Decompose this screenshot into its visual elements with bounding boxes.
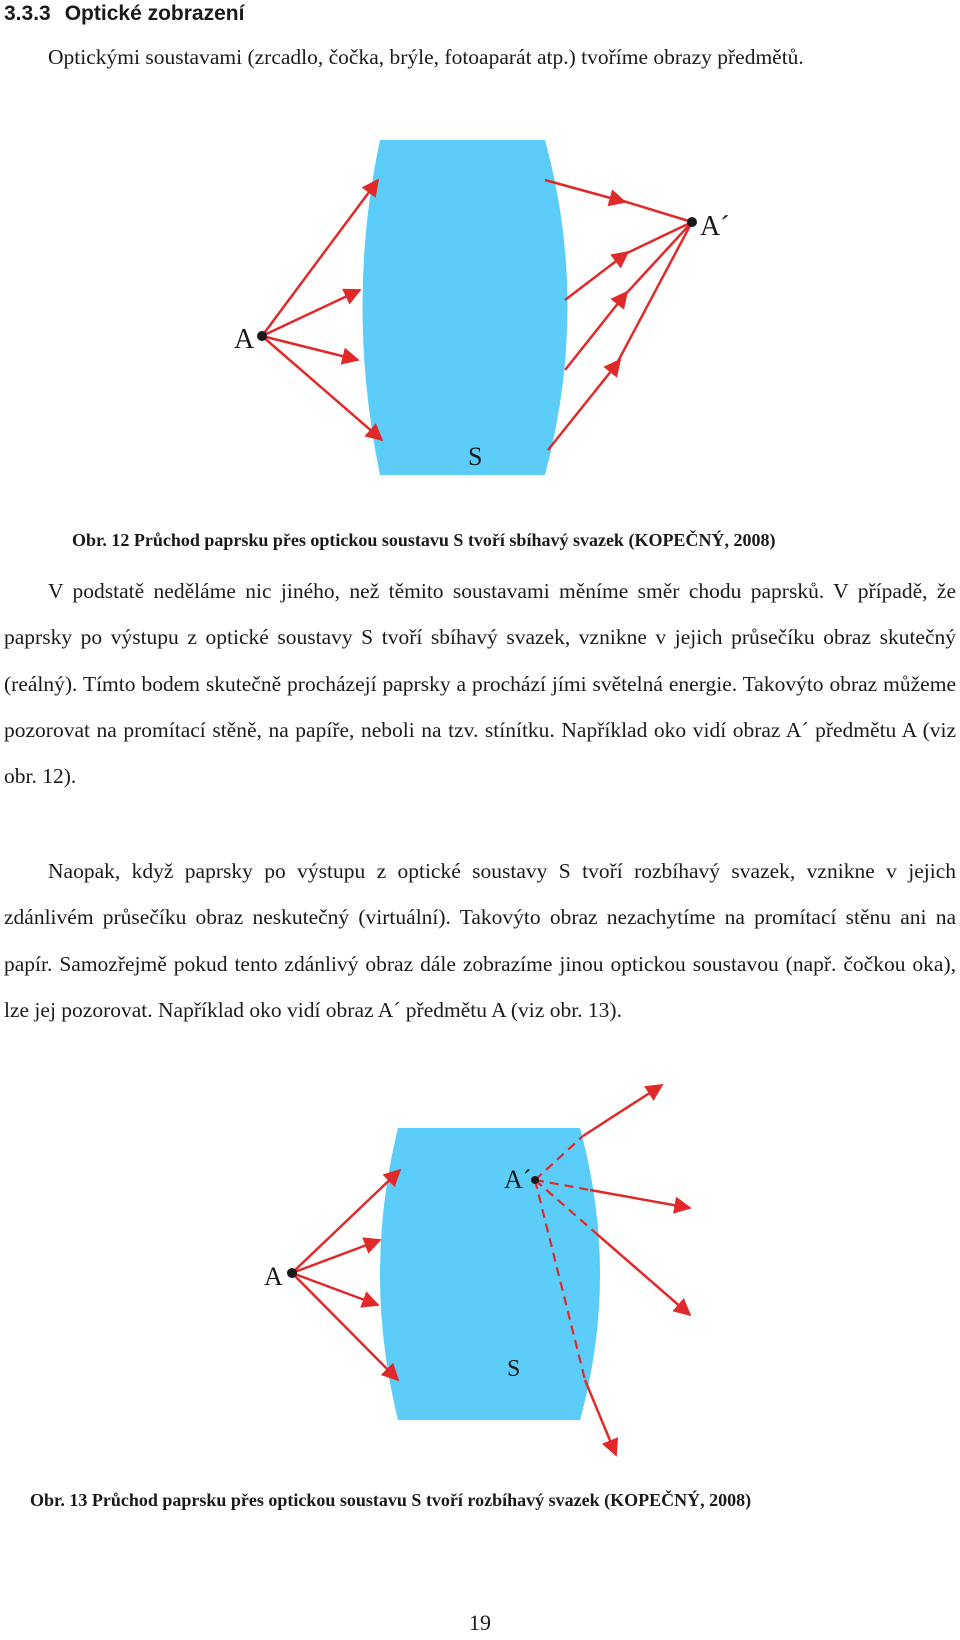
point-a <box>257 331 267 341</box>
ray-out-1 <box>583 1085 662 1136</box>
ray-in-3 <box>292 1273 378 1305</box>
paragraph-virtual-image: Naopak, když paprsky po výstupu z optické soustavy S tvoří rozbíhavý svazek, vznikne v jejich zdánlivém průsečíku obraz neskutečný (virtuální). Takovýto obraz nezachytíme na promítací stěnu ani na papír. Samozřejmě pokud tento zdánlivý obraz dále zobrazíme jinou optickou soustavou (např. čočkou oka), lze jej pozorovat. Například oko vidí obraz A´ předmětu A (viz obr. 13). <box>4 859 956 1022</box>
ray-out-2 <box>565 252 628 300</box>
ray-in-2 <box>292 1240 380 1273</box>
ray-out-2b <box>625 222 692 254</box>
figure-12-caption: Obr. 12 Průchod paprsku přes optickou soustavu S tvoří sbíhavý svazek (KOPEČNÝ, 2008) <box>72 530 776 550</box>
label-a: A <box>234 324 255 355</box>
label-a: A <box>264 1262 283 1291</box>
figure-13-caption: Obr. 13 Průchod paprsku přes optickou soustavu S tvoří rozbíhavý svazek (KOPEČNÝ, 2008) <box>30 1490 752 1510</box>
ray-out-4 <box>585 1380 616 1455</box>
label-s: S <box>507 1356 521 1382</box>
ray-in-1 <box>262 180 378 336</box>
ray-out-3 <box>598 1235 690 1315</box>
ray-out-1b <box>620 200 692 222</box>
figure-13-diagram <box>0 1080 960 1460</box>
ray-in-2 <box>262 290 360 336</box>
label-s: S <box>468 442 483 471</box>
section-number: 3.3.3 <box>4 2 51 25</box>
figure-12-diagram <box>0 130 960 500</box>
paragraph-real-image: V podstatě neděláme nic jiného, než těmito soustavami měníme směr chodu paprsků. V případě, že paprsky po výstupu z optické soustavy S tvoří sbíhavý svazek, vznikne v jejich průsečíku obraz skutečný (reálný). Tímto bodem skutečně procházejí paprsky a prochází jími světelná energie. Takovýto obraz můžeme pozorovat na promítací stěně, na papíře, neboli na tzv. stínítku. Například oko vidí obraz A´ předmětu A (viz obr. 12). <box>4 579 956 789</box>
point-a-image <box>687 217 697 227</box>
ray-out-2 <box>590 1190 690 1208</box>
point-a-image <box>531 1176 539 1184</box>
paragraph-intro: Optickými soustavami (zrcadlo, čočka, brýle, fotoaparát atp.) tvoříme obrazy předmětů. <box>48 45 804 69</box>
label-a-image: A´ <box>700 211 730 242</box>
point-a <box>287 1268 297 1278</box>
section-heading <box>4 2 244 26</box>
lens-s <box>380 1128 600 1420</box>
ray-out-3 <box>565 292 627 370</box>
page-number: 19 <box>469 1610 491 1635</box>
lens-s <box>363 140 568 475</box>
section-title: Optické zobrazení <box>64 2 245 25</box>
label-a-image: A´ <box>504 1165 532 1194</box>
